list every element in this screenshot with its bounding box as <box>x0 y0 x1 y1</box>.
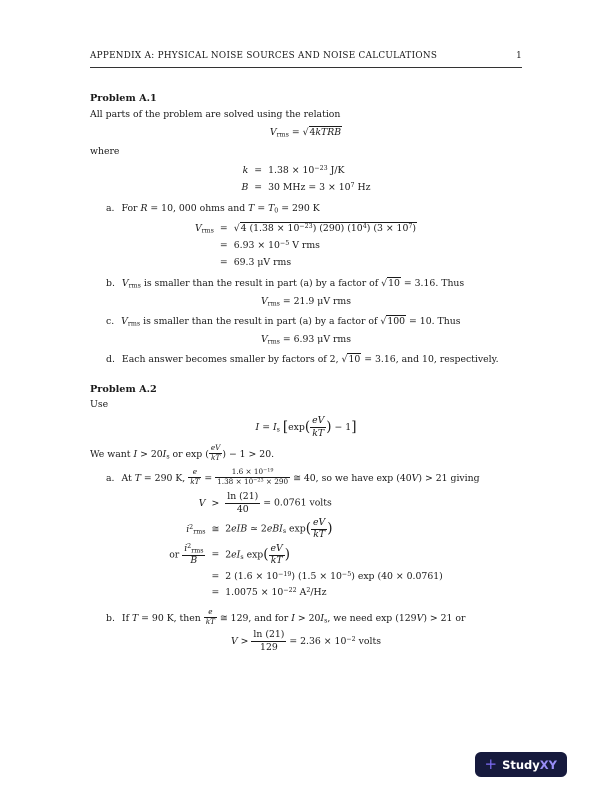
eq-op: ≅ <box>211 523 220 535</box>
equation-text: $I = I_s$ [exp( $\frac{eV}{kT}$ ) − 1] <box>255 415 357 439</box>
part-a2-a-text <box>106 468 522 486</box>
eq-lhs <box>195 237 214 254</box>
part-text: $V_{rms}$ is smaller than the result in part (a) by a factor of √10 = 3.16. Thus <box>121 278 465 290</box>
part-label: c. <box>106 316 115 328</box>
eq-op: > <box>211 497 220 509</box>
eq-lhs: k <box>242 165 249 177</box>
eq-rhs: $1.38 \times 10^{-23}$ J/K <box>268 164 345 177</box>
part-a2-a-equations <box>90 491 522 602</box>
part-text: Each answer becomes smaller by factors of 2, √10 = 3.16, and 10, respectively. <box>121 353 499 365</box>
eq-row <box>169 491 443 517</box>
page-header <box>90 50 522 68</box>
part-text: At T = 290 K, $\frac{e}{kT}$ = $\frac{1.6 \times 10^{-19}}{1.38 \times 10^{-23} \times 290}$ ≅ 40, so we have exp (40V) > 21 giving <box>121 467 480 487</box>
equation-text: $V_{rms}$ = √4kTRB <box>269 126 342 139</box>
constants-equations <box>90 163 522 197</box>
part-label: a. <box>106 473 115 485</box>
part-a1-b-text <box>106 277 522 291</box>
problem-a2-section <box>90 383 522 653</box>
eq-lhs: B <box>241 181 249 193</box>
part-text: If T = 90 K, then $\frac{e}{kT}$ ≅ 129, and for $I > 20I_s$, we need exp (129V) > 21 or <box>121 606 466 627</box>
eq-lhs <box>169 568 205 585</box>
problem-a1-intro: All parts of the problem are solved using the relation <box>90 108 341 120</box>
eq-lhs: $i^2_{rms}$ <box>186 523 206 536</box>
header-title: APPENDIX A: PHYSICAL NOISE SOURCES AND NOISE CALCULATIONS <box>90 51 438 61</box>
problem-a1-title: Problem A.1 <box>90 93 157 105</box>
part-a1-b-equation <box>90 295 522 309</box>
eq-lhs <box>195 254 214 271</box>
eq-row <box>241 179 370 196</box>
eq-row <box>169 516 443 542</box>
eq-rhs: $2eI_s$ exp( $\frac{eV}{kT}$ ) <box>225 542 291 567</box>
eq-rhs: $6.93 \times 10^{-5}$ V rms <box>233 239 320 251</box>
eq-lhs: or $\frac{i^2_{rms}}{B}$ <box>169 542 204 567</box>
eq-op: = <box>219 222 228 234</box>
use-label: Use <box>90 399 109 411</box>
eq-op: = <box>211 570 220 582</box>
eq-op: = <box>219 256 228 268</box>
eq-rhs: 2 $(1.6 \times 10^{-19})$ $(1.5 \times 10^{-5})$ exp (40 × 0.0761) <box>225 570 443 582</box>
equation-text: $V_{rms} = 21.9$ μV rms <box>260 296 352 308</box>
eq-row <box>195 254 417 271</box>
part-a2-b-text <box>106 608 522 626</box>
vrms-calc-table <box>195 220 417 271</box>
eq-op: = <box>211 549 220 561</box>
eq-row <box>169 568 443 585</box>
part-label: b. <box>106 278 115 290</box>
eq-rhs: 2eIB ≃ 2eBI$_s$ exp( $\frac{eV}{kT}$ ) <box>225 516 333 541</box>
plus-icon: + <box>484 755 498 773</box>
part-a1-c-equation <box>90 333 522 347</box>
eq-rhs: $\frac{\ln (21)}{40}$ = 0.0761 volts <box>227 491 332 515</box>
part-label: b. <box>106 612 115 624</box>
part-a1-a-equations <box>90 220 522 271</box>
diode-equation <box>90 416 522 439</box>
page-number: 1 <box>516 51 522 61</box>
eq-lhs: V <box>198 497 206 509</box>
eq-lhs <box>169 585 205 602</box>
part-a1-c-text <box>106 315 522 329</box>
eq-op: = <box>211 587 220 599</box>
part-label: a. <box>106 203 115 215</box>
where-label: where <box>90 145 120 157</box>
eq-row <box>169 585 443 602</box>
part-a1-d-text <box>106 353 522 367</box>
eq-op: = <box>254 181 263 193</box>
shot-noise-table <box>169 491 443 602</box>
eq-rhs: 69.3 μV rms <box>233 256 292 268</box>
eq-rhs: 30 MHz = $3 \times 10^7$ Hz <box>268 181 371 193</box>
eq-lhs: $V_{rms}$ <box>194 222 214 235</box>
constants-table <box>241 163 370 197</box>
logo-text-accent: XY <box>539 757 557 772</box>
want-text: We want $I > 20I_s$ or exp ( $\frac{eV}{kT}$ ) − 1 > 20. <box>90 443 275 463</box>
part-text: $V_{rms}$ is smaller than the result in part (a) by a factor of √100 = 10. Thus <box>121 316 461 328</box>
eq-row <box>169 542 443 568</box>
eq-row <box>195 220 417 237</box>
studyxy-logo-badge <box>475 752 567 777</box>
equation-vrms-relation <box>90 126 522 140</box>
problem-a2-title: Problem A.2 <box>90 383 157 395</box>
part-a1-a-text <box>106 202 522 216</box>
eq-rhs: √4 $(1.38 \times 10^{-23})$ (290) $(10^4) (3 \times 10^7)$ <box>233 222 417 234</box>
problem-a1-section <box>90 92 522 367</box>
eq-rhs: $1.0075 \times 10^{-22}$ $A^2/Hz$ <box>225 587 327 599</box>
eq-row <box>241 163 370 180</box>
eq-op: = <box>219 239 228 251</box>
part-label: d. <box>106 353 115 365</box>
part-a2-b-equation <box>90 630 522 653</box>
part-text: For R = 10, 000 ohms and $T = T_0 = 290$ K <box>121 203 320 215</box>
logo-text-primary: Study <box>502 757 540 772</box>
equation-text: $V_{rms} = 6.93$ μV rms <box>260 333 352 346</box>
equation-text: V > $\frac{\ln (21)}{129}$ = $2.36 \times 10^{-2}$ volts <box>231 629 381 653</box>
logo-text <box>502 758 557 772</box>
eq-op: = <box>254 165 263 177</box>
eq-row <box>195 237 417 254</box>
